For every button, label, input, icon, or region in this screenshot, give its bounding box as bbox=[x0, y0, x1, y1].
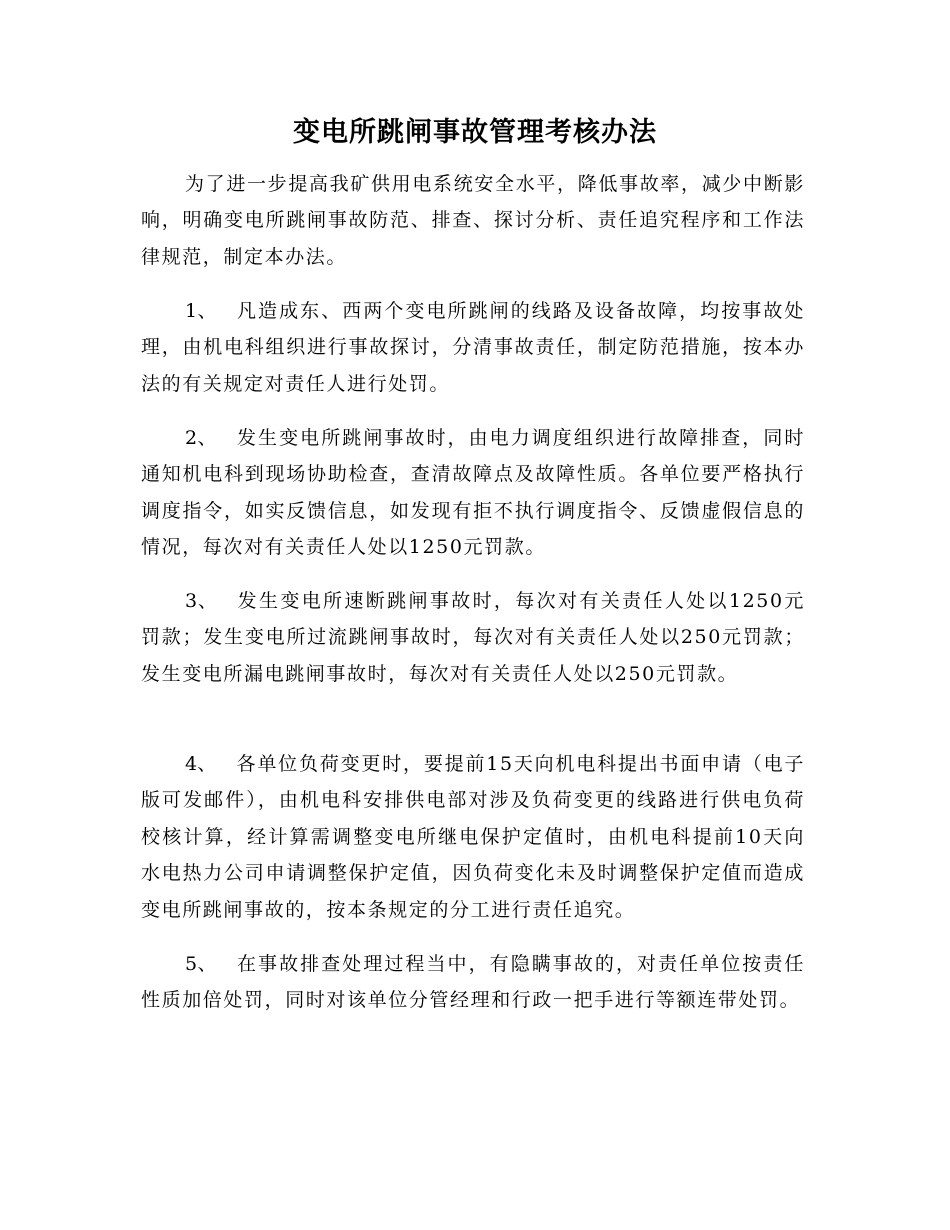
clause-number: 1、 bbox=[185, 300, 217, 322]
clause-5 bbox=[141, 946, 805, 1019]
clause-3 bbox=[141, 583, 805, 692]
clause-number: 5、 bbox=[185, 953, 217, 975]
clause-number: 2、 bbox=[185, 427, 217, 449]
clause-text: 各单位负荷变更时，要提前15天向机电科提出书面申请（电子版可发邮件），由机电科安排供电部对涉及负荷变更的线路进行供电负荷校核计算，经计算需调整变电所继电保护定值时，由机电科提前10天向水电热力公司申请调整保护定值，因负荷变化未及时调整保护定值而造成变电所跳闸事故的，按本条规定的分工进行责任追究。 bbox=[141, 753, 805, 921]
clause-text: 凡造成东、西两个变电所跳闸的线路及设备故障，均按事故处理，由机电科组织进行事故探讨，分清事故责任，制定防范措施，按本办法的有关规定对责任人进行处罚。 bbox=[141, 300, 805, 395]
clause-4 bbox=[141, 746, 805, 928]
clause-2 bbox=[141, 420, 805, 566]
clause-text: 发生变电所跳闸事故时，由电力调度组织进行故障排查，同时通知机电科到现场协助检查，查清故障点及故障性质。各单位要严格执行调度指令，如实反馈信息，如发现有拒不执行调度指令、反馈虚假信息的情况，每次对有关责任人处以1250元罚款。 bbox=[141, 427, 805, 559]
clause-text: 在事故排查处理过程当中，有隐瞒事故的，对责任单位按责任性质加倍处罚，同时对该单位分管经理和行政一把手进行等额连带处罚。 bbox=[141, 953, 805, 1012]
clause-1 bbox=[141, 293, 805, 402]
intro-paragraph: 为了进一步提高我矿供用电系统安全水平，降低事故率，减少中断影响，明确变电所跳闸事故防范、排查、探讨分析、责任追究程序和工作法律规范，制定本办法。 bbox=[141, 173, 805, 268]
clause-number: 4、 bbox=[185, 753, 217, 775]
clause-text: 发生变电所速断跳闸事故时，每次对有关责任人处以1250元罚款；发生变电所过流跳闸事故时，每次对有关责任人处以250元罚款；发生变电所漏电跳闸事故时，每次对有关责任人处以250元罚款。 bbox=[141, 590, 805, 685]
clause-number: 3、 bbox=[185, 590, 218, 612]
document-title: 变电所跳闸事故管理考核办法 bbox=[293, 117, 657, 148]
